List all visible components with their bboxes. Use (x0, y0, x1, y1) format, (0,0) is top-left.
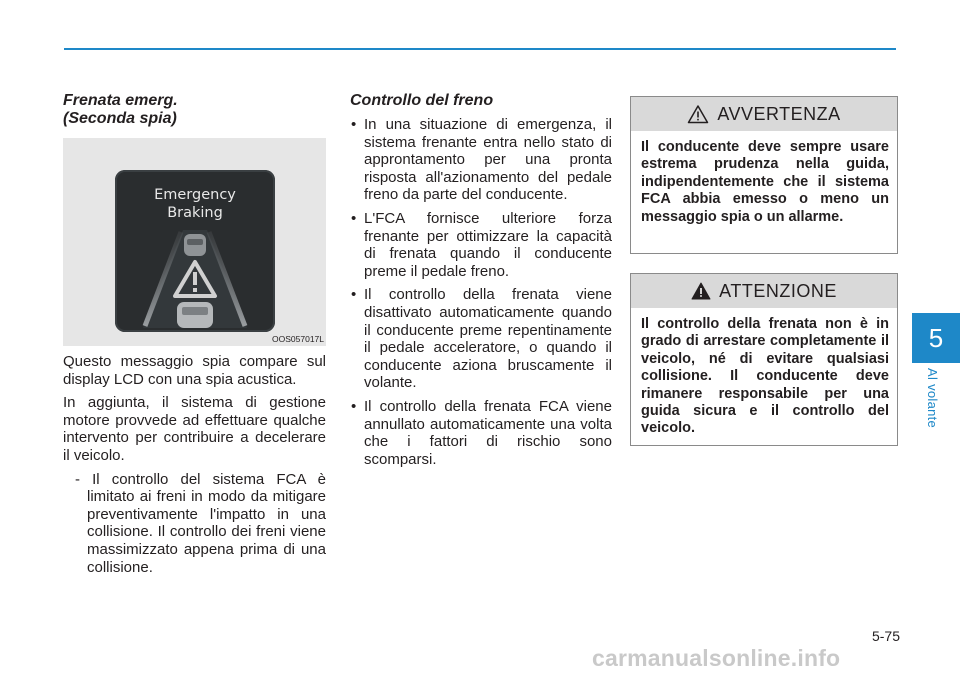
top-rule (64, 48, 896, 50)
bullet-list (350, 116, 612, 468)
caution-text: Il controllo della frenata non è in grado di arrestare completamente il veicolo, né di evitare qualsiasi collisione. Il conducente deve rimanere responsabile per una guida sicura e il controllo del veicolo. (641, 316, 889, 437)
caution-box-header (631, 274, 897, 308)
bullet-icon: • (351, 209, 357, 227)
list-item-text: L'FCA fornisce ulteriore forza frenante per ottimizzare la capacità di frenata quando il conducente preme il pedale freno. (364, 209, 612, 280)
paragraph-2: In aggiunta, il sistema di gestione motore provvede ad effettuare qualche intervento per contribuire a decelerare il veicolo. (63, 394, 326, 464)
bullet-icon: • (351, 397, 357, 415)
warning-filled-icon (691, 282, 711, 300)
list-item (350, 398, 612, 468)
bullet-icon: • (351, 286, 357, 304)
section-title-emergency-braking (63, 92, 326, 128)
watermark: carmanualsonline.info (592, 645, 841, 671)
chapter-name: Al volante (925, 368, 940, 429)
title-line-1: Frenata emerg. (63, 92, 178, 109)
display-text-line-1: Emergency (154, 187, 236, 203)
warning-text: Il conducente deve sempre usare estrema prudenza nella guida, indipendentemente che il sistema FCA abbia emesso o meno un messaggio spia o un allarme. (641, 139, 889, 225)
warning-outline-icon (687, 104, 709, 124)
figure-code: OOS057017L (272, 334, 324, 344)
middle-column (350, 92, 612, 474)
list-item (350, 116, 612, 204)
warning-display-figure (63, 138, 326, 346)
warning-box (630, 96, 898, 254)
display-text-line-2: Braking (167, 205, 223, 221)
list-item-text: Il controllo della frenata viene disattivato automaticamente quando il conducente preme repentinamente il pedale acceleratore, o quando il conducente aziona bruscamente il volante. (364, 286, 612, 392)
page-number: 5-75 (871, 628, 900, 644)
chapter-tab[interactable]: 5 (912, 313, 960, 363)
warning-box-header (631, 97, 897, 131)
title-line-2: (Seconda spia) (63, 110, 177, 127)
bullet-icon: • (351, 116, 357, 133)
cluster-display (115, 170, 275, 332)
warning-heading: AVVERTENZA (717, 103, 841, 124)
caution-heading: ATTENZIONE (719, 280, 837, 301)
list-item (350, 210, 612, 280)
left-column (63, 92, 326, 576)
list-item (350, 286, 612, 392)
paragraph-1: Questo messaggio spia compare sul display LCD con una spia acustica. (63, 353, 326, 388)
dash-list-item: - Il controllo del sistema FCA è limitato ai freni in modo da mitigare preventivamente l'impatto in una collisione. Il controllo dei freni viene massimizzato appena prima di una collisione. (75, 470, 326, 576)
section-title-brake-control: Controllo del freno (350, 92, 494, 109)
list-item-text: In una situazione di emergenza, il sistema frenante entra nello stato di approntamento per una pronta risposta all'azionamento del pedale freno da parte del conducente. (364, 116, 612, 204)
list-item-text: Il controllo della frenata FCA viene annullato automaticamente una volta che i fattori di rischio sono scomparsi. (364, 397, 612, 468)
caution-box (630, 273, 898, 446)
collision-warning-icon (135, 228, 255, 328)
